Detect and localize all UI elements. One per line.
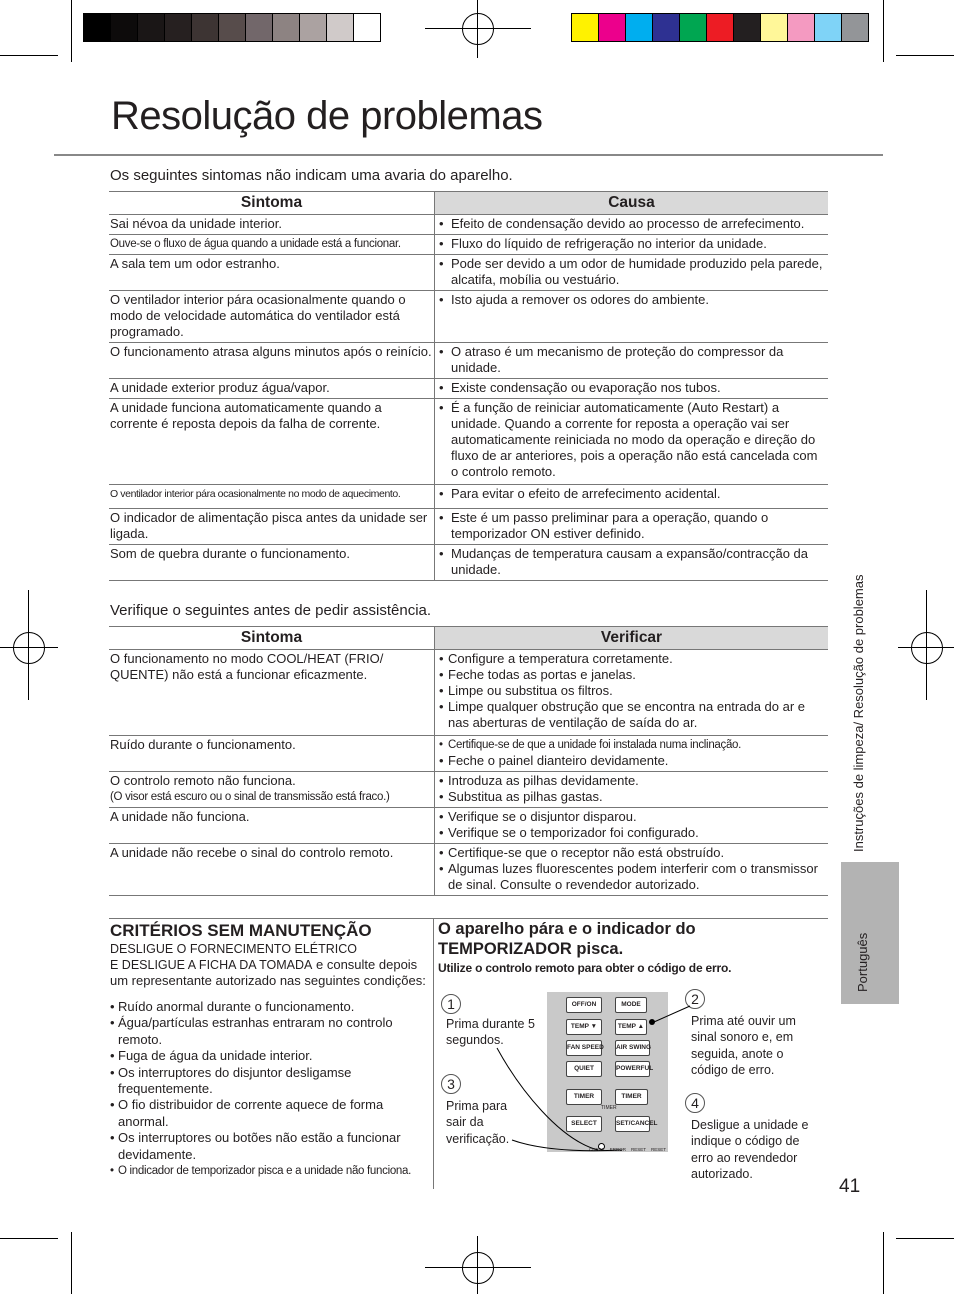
cause-text: É a função de reiniciar automaticamente (Auto Restart) a unidade. Quando a corrente for reposta a operação vai ser automaticamente reiniciada no modo da operação e direção do fluxo de ar anteriores, pois a operação não está cancelada com o controlo remoto. bbox=[451, 400, 818, 479]
bullet: • bbox=[110, 1097, 115, 1113]
criteria-line1: DESLIGUE O FORNECIMENTO ELÉTRICO bbox=[110, 942, 358, 956]
symptom-text: A unidade funciona automaticamente quando a corrente é reposta depois da falha de corrente. bbox=[110, 400, 382, 431]
bullet: • bbox=[439, 825, 444, 840]
symptom-text: Ouve-se o fluxo de água quando a unidade está a funcionar. bbox=[110, 238, 401, 250]
step-3-number: 3 bbox=[441, 1074, 461, 1094]
col-header-symptom: Sintoma bbox=[109, 192, 435, 215]
criteria-item-text: O fio distribuidor de corrente aquece de forma anormal. bbox=[118, 1097, 384, 1129]
page-title: Resolução de problemas bbox=[111, 94, 543, 138]
bullet: • bbox=[439, 216, 444, 231]
bullet: • bbox=[439, 809, 444, 824]
bullet: • bbox=[439, 651, 444, 666]
bullet: • bbox=[110, 1048, 115, 1064]
remote-air-swing-button: AIR SWING bbox=[615, 1040, 650, 1056]
remote-label-reset-2: RESET bbox=[651, 1147, 667, 1152]
symptom-text: O funcionamento no modo COOL/HEAT (FRIO/ QUENTE) não está a funcionar eficazmente. bbox=[110, 651, 384, 682]
bullet: • bbox=[439, 789, 444, 804]
col-header-check: Verificar bbox=[435, 627, 829, 650]
check-text: Limpe qualquer obstrução que se encontra na entrada do ar e nas aberturas de ventilação de saída do ar. bbox=[448, 699, 806, 730]
bullet: • bbox=[439, 400, 444, 415]
step-4-number: 4 bbox=[685, 1093, 705, 1113]
check-text: Algumas luzes fluorescentes podem interferir com o transmissor de sinal. Consulte o revendedor autorizado. bbox=[448, 861, 818, 892]
bullet: • bbox=[439, 344, 444, 359]
language-tab bbox=[841, 862, 899, 1004]
check-text: Limpe ou substitua os filtros. bbox=[448, 683, 613, 698]
criteria-item-text: Água/partículas estranhas entraram no controlo remoto. bbox=[118, 1015, 393, 1047]
cause-text: O atraso é um mecanismo de proteção do compressor da unidade. bbox=[451, 344, 784, 375]
check-text: Verifique se o temporizador foi configurado. bbox=[448, 825, 699, 840]
symptom-text: O ventilador interior pára ocasionalmente no modo de aquecimento. bbox=[110, 488, 401, 500]
cause-text: Para evitar o efeito de arrefecimento acidental. bbox=[451, 486, 721, 501]
remote-mode-button: MODE bbox=[615, 997, 647, 1013]
bullet: • bbox=[439, 683, 444, 698]
bullet: • bbox=[439, 667, 444, 682]
check-text: Certifique-se que o receptor não está obstruído. bbox=[448, 845, 725, 860]
symptom-text: O funcionamento atrasa alguns minutos após o reinício. bbox=[110, 344, 432, 359]
symptom-text: Som de quebra durante o funcionamento. bbox=[110, 546, 350, 561]
remote-timer-b-button: TIMER bbox=[615, 1089, 648, 1105]
criteria-line2-caps: E DESLIGUE A FICHA DA TOMADA bbox=[110, 958, 313, 972]
step-3-text: Prima para sair da verificação. bbox=[446, 1099, 510, 1146]
cause-text: Mudanças de temperatura causam a expansão/contracção da unidade. bbox=[451, 546, 808, 577]
check-text: Configure a temperatura corretamente. bbox=[448, 651, 673, 666]
remote-label-error: ERROR bbox=[609, 1147, 627, 1152]
symptom-text: A sala tem um odor estranho. bbox=[110, 256, 280, 271]
bullet: • bbox=[110, 1015, 115, 1031]
cause-text: Isto ajuda a remover os odores do ambiente. bbox=[451, 292, 709, 307]
step-2-number: 2 bbox=[685, 989, 705, 1009]
step-4-text: Desligue a unidade e indique o código de erro ao revendedor autorizado. bbox=[691, 1118, 809, 1182]
remote-powerful-button: POWERFUL bbox=[615, 1061, 650, 1077]
criteria-item-text: O indicador de temporizador pisca e a unidade não funciona. bbox=[118, 1165, 412, 1178]
cause-text: Existe condensação ou evaporação nos tubos. bbox=[451, 380, 721, 395]
bullet: • bbox=[110, 1165, 114, 1178]
bullet: • bbox=[439, 753, 444, 768]
symptom-text: Ruído durante o funcionamento. bbox=[110, 737, 296, 752]
error-heading: O aparelho pára e o indicador do TEMPORIZADOR pisca. bbox=[438, 920, 696, 958]
bullet: • bbox=[439, 486, 444, 501]
check-text: Substitua as pilhas gastas. bbox=[448, 789, 603, 804]
remote-temp-down-button: TEMP ▼ bbox=[566, 1019, 602, 1035]
symptom-subtext: (O visor está escuro ou o sinal de transmissão está fraco.) bbox=[110, 791, 390, 803]
criteria-item-text: Ruído anormal durante o funcionamento. bbox=[118, 999, 355, 1014]
bullet: • bbox=[110, 1130, 115, 1146]
symptom-text: A unidade não funciona. bbox=[110, 809, 250, 824]
criteria-item-text: Os interruptores ou botões não estão a funcionar devidamente. bbox=[118, 1130, 401, 1162]
col-header-cause: Causa bbox=[435, 192, 829, 215]
check-text: Certifique-se de que a unidade foi instalada numa inclinação. bbox=[448, 739, 742, 751]
remote-timer-a-button: TIMER bbox=[566, 1089, 602, 1105]
bullet: • bbox=[439, 845, 444, 860]
remote-label-reset: RESET bbox=[631, 1147, 647, 1152]
step-2-text: Prima até ouvir um sinal sonoro e, em seguida, anote o código de erro. bbox=[691, 1014, 796, 1078]
remote-off-on-button: OFF/ON bbox=[566, 997, 602, 1013]
remote-select-button: SELECT bbox=[566, 1116, 602, 1132]
symptom-text: O ventilador interior pára ocasionalmente quando o modo de velocidade automática do ventilador está programado. bbox=[110, 292, 406, 339]
col-header-symptom: Sintoma bbox=[109, 627, 435, 650]
criteria-heading: CRITÉRIOS SEM MANUTENÇÃO bbox=[110, 921, 372, 940]
remote-label-check: CHECK bbox=[589, 1147, 605, 1152]
check-text: Verifique se o disjuntor disparou. bbox=[448, 809, 637, 824]
bullet: • bbox=[439, 773, 444, 788]
bullet: • bbox=[110, 1064, 115, 1080]
remote-set-cancel-button: SET/CANCEL bbox=[615, 1116, 650, 1132]
check-text: Introduza as pilhas devidamente. bbox=[448, 773, 639, 788]
step-1-text: Prima durante 5 segundos. bbox=[446, 1017, 535, 1048]
remote-fan-speed-button: FAN SPEED bbox=[566, 1040, 602, 1056]
cause-text: Pode ser devido a um odor de humidade produzido pela parede, alcatifa, mobília ou vestuário. bbox=[451, 256, 823, 287]
remote-temp-up-button: TEMP ▲ bbox=[615, 1019, 647, 1035]
remote-quiet-button: QUIET bbox=[566, 1061, 602, 1077]
bullet: • bbox=[439, 699, 444, 714]
cause-text: Efeito de condensação devido ao processo de arrefecimento. bbox=[451, 216, 805, 231]
symptom-text: A unidade exterior produz água/vapor. bbox=[110, 380, 330, 395]
criteria-item-text: Os interruptores do disjuntor desligamse frequentemente. bbox=[118, 1064, 352, 1097]
language-tab-label: Português bbox=[855, 932, 870, 992]
section2-intro: Verifique o seguintes antes de pedir assistência. bbox=[110, 602, 432, 619]
symptom-text: O controlo remoto não funciona. bbox=[110, 773, 296, 788]
bullet: • bbox=[439, 380, 444, 395]
symptom-text: O indicador de alimentação pisca antes da unidade ser ligada. bbox=[110, 510, 428, 541]
remote-timer-label: TIMER bbox=[601, 1105, 617, 1111]
side-section-title: Instruções de limpeza/ Resolução de problemas bbox=[851, 574, 866, 852]
cause-text: Este é um passo preliminar para a operação, quando o temporizador ON estiver definido. bbox=[451, 510, 769, 541]
bullet: • bbox=[439, 256, 444, 271]
symptom-text: A unidade não recebe o sinal do controlo remoto. bbox=[110, 845, 394, 860]
bullet: • bbox=[439, 510, 444, 525]
bullet: • bbox=[439, 546, 444, 561]
step-1-number: 1 bbox=[441, 994, 461, 1014]
criteria-line2-rest: e consulte depois um representante autorizado nas seguintes condições: bbox=[110, 957, 426, 988]
check-text: Feche o painel dianteiro devidamente. bbox=[448, 753, 669, 768]
page-number: 41 bbox=[839, 1176, 861, 1197]
bullet: • bbox=[439, 236, 444, 251]
error-subheading: Utilize o controlo remoto para obter o código de erro. bbox=[438, 961, 732, 975]
criteria-item-text: Fuga de água da unidade interior. bbox=[118, 1048, 313, 1064]
bullet: • bbox=[110, 999, 115, 1014]
bullet: • bbox=[439, 739, 443, 751]
bullet: • bbox=[439, 292, 444, 307]
bullet: • bbox=[439, 861, 444, 876]
check-text: Feche todas as portas e janelas. bbox=[448, 667, 636, 682]
cause-text: Fluxo do líquido de refrigeração no interior da unidade. bbox=[451, 236, 767, 251]
section1-intro: Os seguintes sintomas não indicam uma avaria do aparelho. bbox=[110, 167, 513, 184]
symptom-text: Sai névoa da unidade interior. bbox=[110, 216, 283, 231]
